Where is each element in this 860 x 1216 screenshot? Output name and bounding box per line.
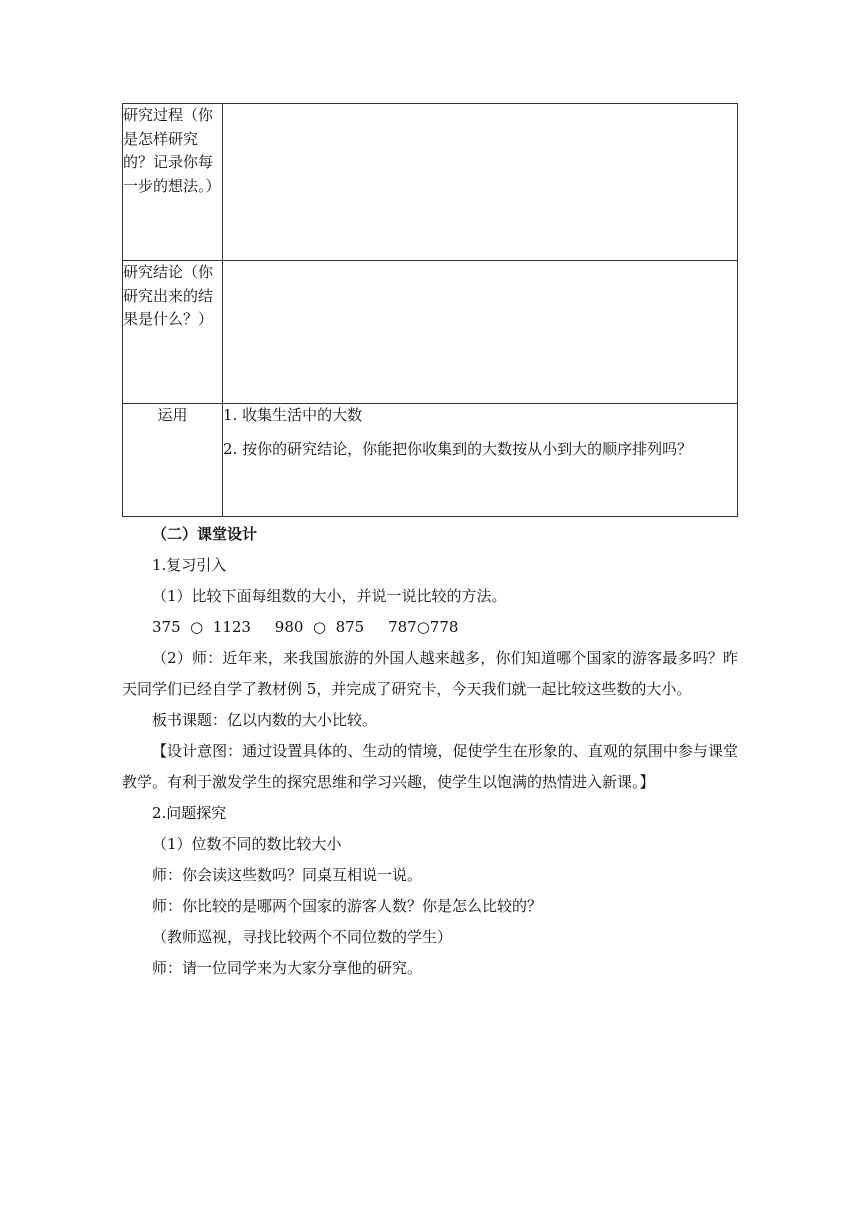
application-label: 运用 (123, 404, 223, 517)
research-process-label: 研究过程（你是怎样研究的？记录你每一步的想法。） (123, 104, 223, 261)
paragraph: 板书课题：亿以内数的大小比较。 (152, 711, 378, 729)
paragraph: （1）位数不同的数比较大小 (152, 835, 342, 853)
research-process-content (223, 104, 738, 261)
application-item-2: 2. 按你的研究结论，你能把你收集到的大数按从小到大的顺序排列吗？ (223, 439, 693, 458)
table-row (123, 261, 738, 404)
lesson-body (122, 519, 738, 984)
table-row (123, 104, 738, 261)
design-intent-note: 【设计意图：通过设置具体的、生动的情境，促使学生在形象的、直观的氛围中参与课堂教学。有利于激发学生的探究思维和学习兴趣，使学生以饱满的热情进入新课。】 (122, 742, 738, 791)
application-item-1: 1. 收集生活中的大数 (223, 406, 363, 424)
table-row (123, 404, 738, 517)
research-conclusion-content (223, 261, 738, 404)
research-card-table (122, 103, 738, 517)
paragraph: （1）比较下面每组数的大小，并说一说比较的方法。 (152, 587, 507, 605)
paragraph: 师：你比较的是哪两个国家的游客人数？你是怎么比较的？ (152, 897, 543, 915)
application-content (223, 404, 738, 517)
section-heading-lesson-design: （二）课堂设计 (152, 525, 258, 543)
paragraph: （2）师：近年来，来我国旅游的外国人越来越多，你们知道哪个国家的游客最多吗？昨天同学们已经自学了教材例 5，并完成了研究卡，今天我们就一起比较这些数的大小。 (122, 649, 738, 698)
comparison-numbers: 375 ○ 1123 980 ○ 875 787○778 (152, 618, 459, 636)
research-conclusion-label: 研究结论（你研究出来的结果是什么？） (123, 261, 223, 404)
paragraph: （教师巡视，寻找比较两个不同位数的学生） (152, 928, 453, 946)
subheading-exploration: 2.问题探究 (152, 804, 227, 822)
subheading-review: 1.复习引入 (152, 556, 227, 574)
paragraph: 师：你会读这些数吗？同桌互相说一说。 (152, 866, 423, 884)
paragraph: 师：请一位同学来为大家分享他的研究。 (152, 959, 423, 977)
